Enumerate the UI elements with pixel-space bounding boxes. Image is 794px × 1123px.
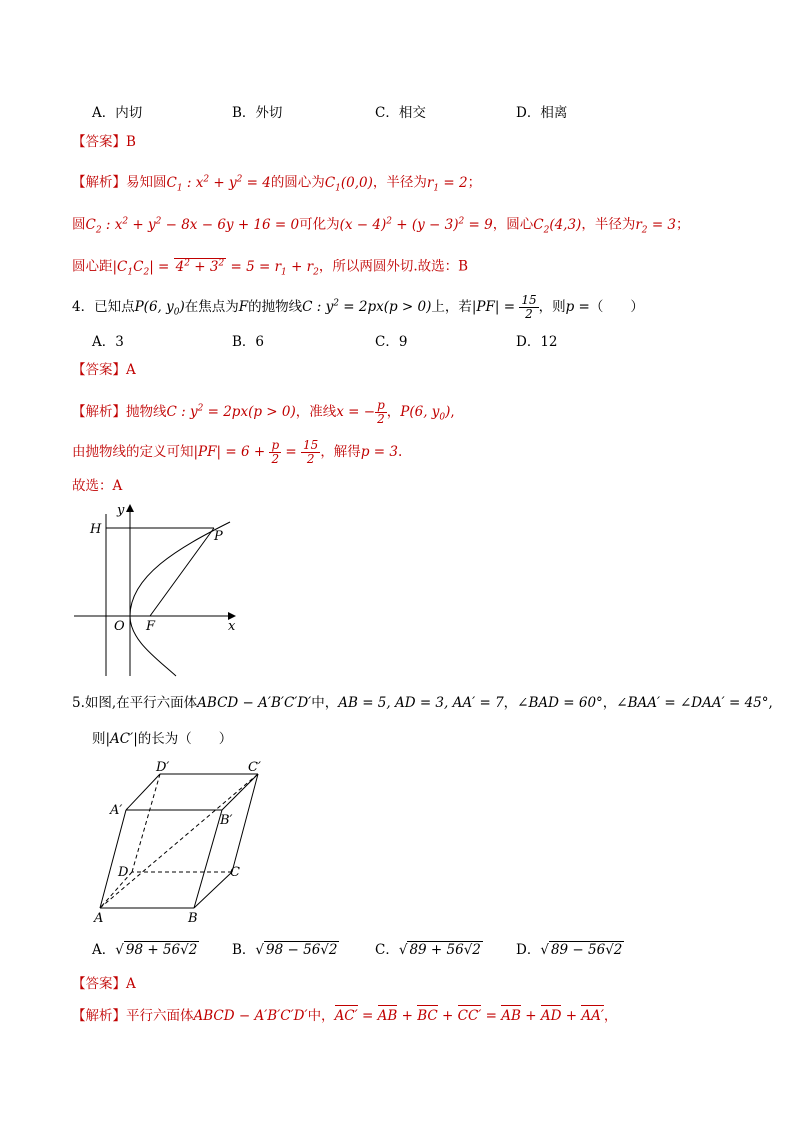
math: ∠BAD = 60° — [517, 695, 603, 711]
label-c: C — [230, 865, 240, 880]
q4-option-d: D．12 — [516, 334, 558, 350]
math: ABCD − A′B′C′D′ — [193, 1008, 308, 1024]
math: P(6, $y_0$) — [134, 299, 185, 318]
q3-text: 易知圆 — [126, 174, 167, 191]
math: $C_2(4,3)$ — [533, 216, 582, 236]
q3-text: 的圆心为 — [270, 174, 325, 191]
q4-option-c: C．9 — [375, 334, 408, 350]
math: p = 3 — [360, 444, 398, 460]
q4-answer-value: A — [126, 362, 136, 378]
q3-analysis-line1: 【解析】易知圆$C_1$ : $x^2 + y^2 = 4$的圆心为$C_1(0,0)$，半径为$r_1 = 2$； — [72, 174, 482, 194]
label-o: O — [114, 619, 125, 634]
q3-option-c: C．相交 — [375, 105, 426, 121]
label-b: B — [188, 911, 198, 926]
q4-option-b: B．6 — [232, 334, 265, 350]
q5-analysis-label: 【解析】 — [72, 1008, 126, 1024]
q5-text: 中， — [307, 1008, 335, 1024]
math: |PF| = $\frac{15}{2}$ — [471, 293, 537, 321]
q4-text: 由抛物线的定义可知 — [72, 444, 194, 460]
q4-analysis-label: 【解析】 — [72, 404, 126, 420]
q4-option-a: A．3 — [92, 334, 124, 350]
q5-text: 则 — [92, 731, 106, 747]
math: AC′ = AB + BC + CC′ = AB + AD + AA′ — [334, 1008, 604, 1024]
q5-option-d: D．√ 89 − 56√2 — [516, 942, 623, 958]
y-axis-arrow — [126, 504, 134, 512]
q5-text: 中， — [311, 695, 339, 711]
q4-analysis-line1: 【解析】抛物线C : $y^2 = 2px(p > 0)$，准线x = − $\frac{p}{2}$ ，P(6, $y_0$), — [72, 398, 455, 426]
q5-option-d-label: D． — [516, 942, 541, 958]
q4-text: 上，若 — [431, 299, 472, 315]
q3-text: 圆 — [72, 216, 86, 233]
label-x: x — [228, 619, 236, 634]
q3-option-d: D．相离 — [516, 105, 568, 121]
q5-option-a-label: A． — [92, 942, 116, 958]
q3-analysis-line3 — [72, 254, 468, 281]
q5-option-a: A．√ 98 + 56√2 — [92, 942, 198, 958]
math: $r_2 = 3$ — [635, 216, 677, 236]
q3-answer-value: B — [126, 134, 136, 150]
parabola-figure — [68, 500, 248, 680]
q3-text: ，所以两圆外切.故选：B — [318, 258, 469, 275]
q5-answer-value: A — [126, 976, 136, 992]
q5-option-c-label: C． — [375, 942, 399, 958]
math: AB = 5, AD = 3, AA′ = 7 — [338, 695, 504, 711]
label-d1: D′ — [156, 760, 170, 775]
q4-answer-label: 【答案】 — [72, 362, 126, 378]
q5-text: ， — [503, 695, 518, 711]
math: P(6, $y_0$) — [400, 404, 451, 423]
math: $C_1$ : $x^2 + y^2 = 4$ — [166, 174, 271, 194]
math: F — [238, 299, 249, 315]
q4-text: ，解得 — [320, 444, 361, 460]
q3-text: 可化为 — [299, 216, 340, 233]
math: $C_1(0,0)$ — [324, 174, 373, 194]
q4-text: 在焦点为 — [184, 299, 239, 315]
label-p: P — [214, 529, 223, 544]
q5-stem-line2 — [92, 730, 232, 748]
label-a1: A′ — [110, 803, 123, 818]
parallelepiped-figure — [86, 756, 286, 928]
q4-answer — [72, 361, 136, 379]
q5-text: 5.如图,在平行六面体 — [72, 695, 198, 711]
q4-text: ，准线 — [295, 404, 337, 420]
q5-analysis-line1: 【解析】平行六面体ABCD − A′B′C′D′中，AC′ = AB + BC + CC′ = AB + AD + AA′， — [72, 1008, 618, 1024]
math: $|C_1C_2| = 4^2 + 3^2 = 5 = r_1 + r_2$ — [112, 258, 319, 278]
q5-text: 的长为（ ） — [137, 731, 233, 747]
q3-option-a: A．内切 — [92, 105, 143, 121]
math: ABCD − A′B′C′D′ — [197, 695, 312, 711]
q3-analysis-label: 【解析】 — [72, 174, 126, 191]
q3-text: ，半径为 — [372, 174, 427, 191]
q5-text: ， — [602, 695, 617, 711]
q4-conclusion: 故选：A — [72, 478, 123, 494]
label-c1: C′ — [248, 760, 261, 775]
math: p = — [565, 299, 590, 315]
math: $C_2$ : $x^2 + y^2 - 8x - 6y + 16 = 0$ — [85, 216, 300, 236]
math: C : $y^2 = 2px(p > 0)$ — [302, 298, 432, 315]
math: |AC′| — [105, 731, 138, 747]
label-h: H — [90, 522, 102, 537]
q3-text: ，圆心 — [492, 216, 534, 233]
q5-option-c: C．√ 89 + 56√2 — [375, 942, 481, 958]
diagonal-ac1 — [100, 774, 258, 908]
q3-answer-label: 【答案】 — [72, 134, 126, 150]
q4-analysis-line2: 由抛物线的定义可知|PF| = 6 + $\frac{p}{2}$ = $\frac{15}{2}$ ，解得p = 3. — [72, 438, 403, 466]
q3-answer — [72, 133, 136, 151]
q4-text: 的抛物线 — [248, 299, 303, 315]
edge-bc — [194, 872, 232, 908]
math: $r_1 = 2$ — [426, 174, 468, 194]
label-y: y — [117, 503, 125, 518]
q3-text: ，半径为 — [581, 216, 636, 233]
math: ∠BAA′ = ∠DAA′ = 45° — [616, 695, 769, 711]
label-a: A — [94, 911, 104, 926]
label-b1: B′ — [220, 813, 233, 828]
q5-text: 平行六面体 — [126, 1008, 194, 1024]
math: |PF| = 6 + $\frac{p}{2}$ = $\frac{15}{2}$ — [193, 438, 319, 466]
q3-option-b: B．外切 — [232, 105, 283, 121]
q5-stem: 5.如图,在平行六面体ABCD − A′B′C′D′中，AB = 5, AD = 3, AA′ = 7，∠BAD = 60°，∠BAA′ = ∠DAA′ = 45°, — [72, 695, 773, 711]
q4-text: ，则 — [538, 299, 566, 315]
q3-analysis-line2: 圆$C_2$ : $x^2 + y^2 - 8x - 6y + 16 = 0$可化为$(x - 4)^2 + (y - 3)^2 = 9$，圆心$C_2(4,3)$，半径为$r_2 = 3$； — [72, 216, 690, 236]
math: x = − $\frac{p}{2}$ — [336, 398, 385, 426]
q4-text: 抛物线 — [126, 404, 167, 420]
edge-d1a1 — [126, 774, 160, 810]
q4-text: 4．已知点 — [72, 299, 135, 315]
q5-answer-label: 【答案】 — [72, 976, 126, 992]
math: C : $y^2 = 2px(p > 0)$ — [166, 403, 296, 420]
q3-text: 圆心距 — [72, 258, 113, 275]
segment-pf — [150, 528, 214, 616]
label-d: D — [118, 865, 129, 880]
label-f: F — [146, 619, 156, 634]
edge-cc1 — [232, 774, 258, 872]
q5-option-b-label: B． — [232, 942, 256, 958]
q5-option-b: B．√ 98 − 56√2 — [232, 942, 338, 958]
parabola-curve — [130, 522, 230, 676]
q4-text: （ ） — [589, 299, 644, 315]
math: $(x - 4)^2 + (y - 3)^2 = 9$ — [339, 216, 493, 233]
q5-answer — [72, 975, 136, 993]
edge-b1c1 — [222, 774, 258, 810]
q4-stem — [72, 294, 644, 322]
